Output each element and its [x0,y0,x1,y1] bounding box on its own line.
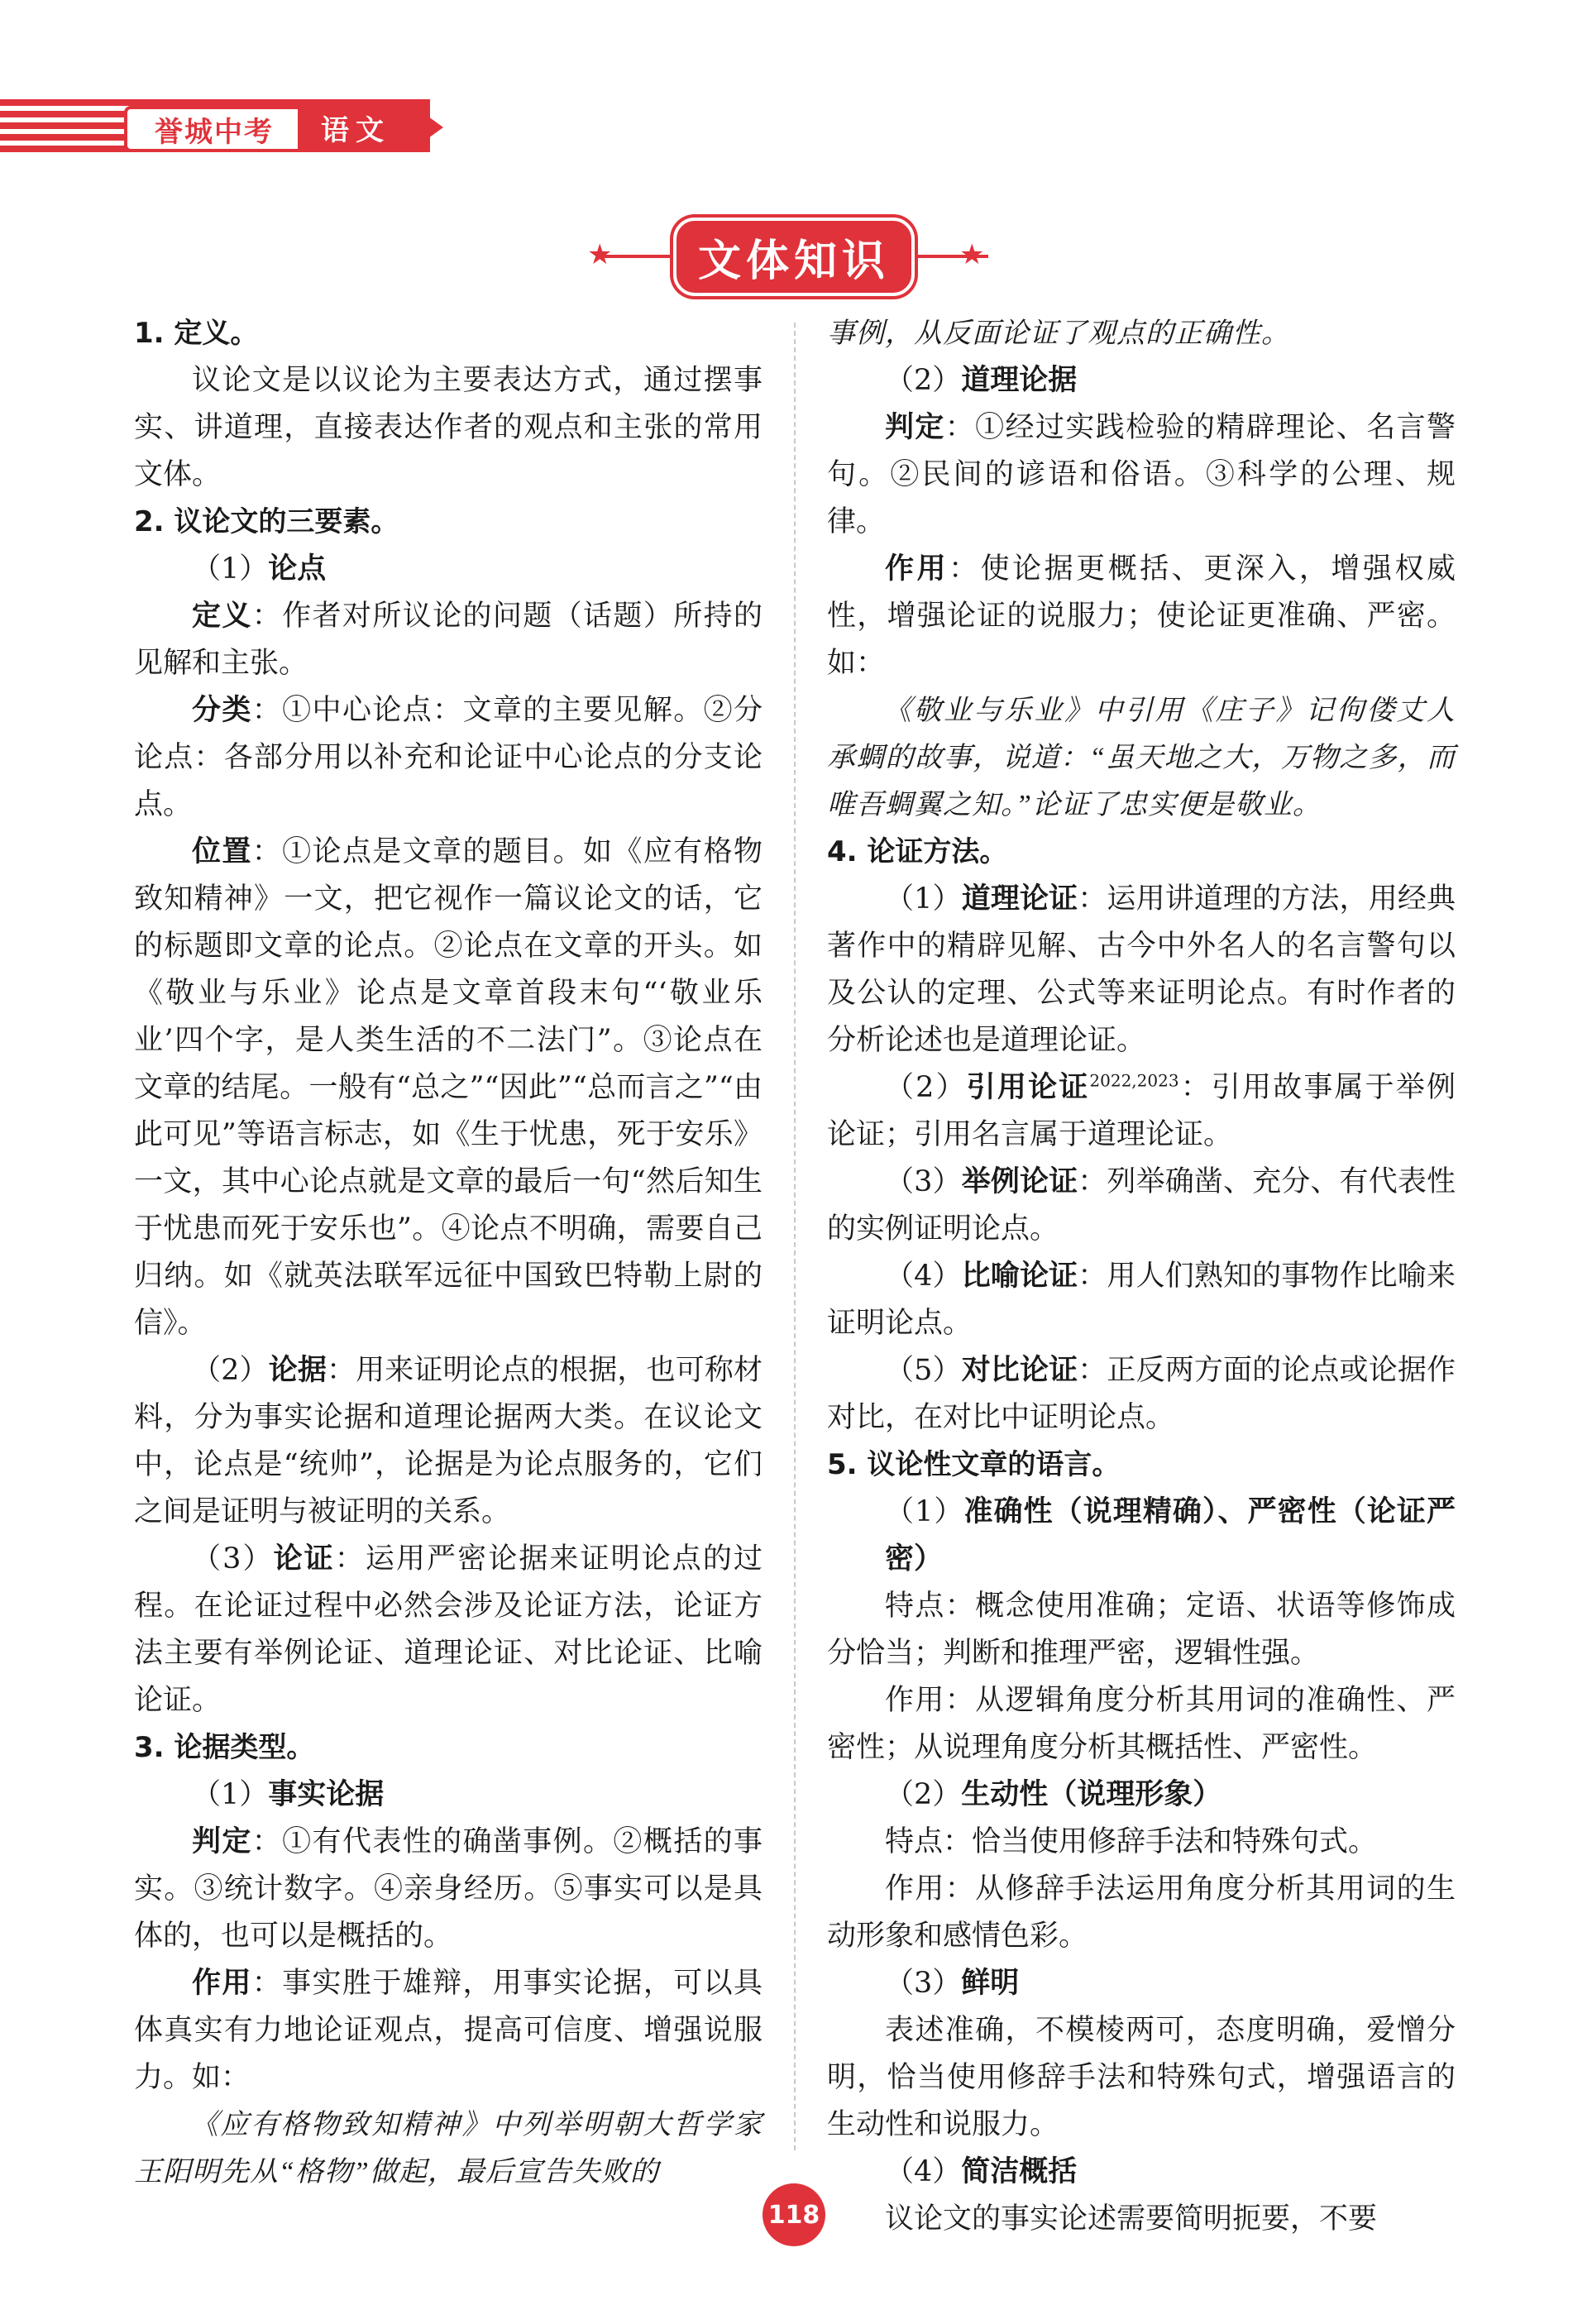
term-text: ：①经过实践检验的精辟理论、名言警句。②民间的谚语和俗语。③科学的公理、规律。 [827,411,1456,538]
section-banner [587,223,992,289]
term-label: 作用 [192,1967,252,2000]
term-number: （2） [885,1071,967,1104]
term-label: 判定 [192,1825,252,1858]
term-paragraph [827,1347,1456,1442]
term-label: 道理论证 [961,882,1078,916]
subheading-label: 鲜明 [961,1967,1020,2000]
section-heading: 2. 议论文的三要素。 [134,505,399,538]
term-paragraph [134,1536,763,1724]
star-icon: ★ [959,238,985,271]
section-heading: 1. 定义。 [134,317,259,350]
term-text: ：使论据更概括、更深入，增强权威性，增强论证的说服力；使论证更准确、严密。如： [827,552,1456,680]
subheading [134,1772,763,1819]
term-text: ：①论点是文章的题目。如《应有格物致知精神》一文，把它视作一篇议论文的话，它的标题即文章的论点。②论点在文章的开头。如《敬业与乐业》论点是文章首段末句“‘敬业乐业’四个字，是人类生活的不二法门”。③论点在文章的结尾。一般有“总之”“因此”“总而言之”“由此可见”等语言标志，如《生于忧患，死于安乐》一文，其中心论点就是文章的最后一句“然后知生于忧患而死于安乐也”。④论点不明确，需要自己归纳。如《就英法联军远征中国致巴特勒上尉的信》。 [134,835,763,1340]
term-number: （1） [885,882,962,916]
subheading-number: （4） [885,2155,962,2188]
term-text: ：作者对所议论的问题（话题）所持的见解和主张。 [134,600,763,680]
term-text: ：事实胜于雄辩，用事实论据，可以具体真实有力地论证观点，提高可信度、增强说服力。如： [134,1967,763,2094]
subheading-label: 论点 [268,552,327,586]
paragraph: 作用：从修辞手法运用角度分析其用词的生动形象和感情色彩。 [827,1872,1456,1953]
term-text: ：用来证明论点的根据，也可称材料，分为事实论据和道理论据两大类。在议论文中，论点是“统帅”，论据是为论点服务的，它们之间是证明与被证明的关系。 [134,1354,763,1528]
page-number: 118 [763,2183,825,2246]
subheading-label: 事实论据 [268,1778,385,1811]
term-label: 比喻论证 [961,1260,1078,1293]
subheading [827,357,1456,404]
term-text: ：①有代表性的确凿事例。②概括的事实。③统计数字。④亲身经历。⑤事实可以是具体的，也可以是概括的。 [134,1825,763,1953]
example-text: 事例，从反面论证了观点的正确性。 [827,318,1290,349]
column-divider [794,323,796,2150]
subheading-number: （1） [192,552,269,586]
subheading [134,546,763,593]
star-icon: ★ [587,238,613,271]
term-label: 对比论证 [961,1354,1078,1387]
paragraph: 特点：恰当使用修辞手法和特殊句式。 [885,1825,1378,1858]
term-number: （3） [192,1542,274,1576]
subheading-label: 准确性（说理精确）、严密性（论证严密） [885,1495,1456,1576]
term-text: ：引用故事属于举例论证；引用名言属于道理论证。 [827,1071,1456,1151]
term-paragraph [134,1960,763,2102]
term-paragraph [134,1819,763,1960]
term-paragraph [134,829,763,1347]
subject-tag: 语文 [298,106,414,149]
term-label: 判定 [885,411,945,444]
term-paragraph [827,1253,1456,1347]
exam-year-marker: 2022,2023 [1089,1070,1179,1091]
term-text: ：运用严密论据来证明论点的过程。在论证过程中必然会涉及论证方法，论证方法主要有举例论证、道理论证、对比论证、比喻论证。 [134,1542,763,1717]
term-paragraph [827,1159,1456,1253]
term-paragraph [134,687,763,829]
brand-logo: 誉城中考 [124,106,304,152]
subheading-number: （1） [885,1495,964,1528]
paragraph: 表述准确，不模棱两可，态度明确，爱憎分明，恰当使用修辞手法和特殊句式，增强语言的生动性和说服力。 [827,2014,1456,2141]
term-number: （5） [885,1354,962,1387]
paragraph: 议论文是以议论为主要表达方式，通过摆事实、讲道理，直接表达作者的观点和主张的常用文体。 [134,364,763,491]
subheading-number: （1） [192,1778,269,1811]
term-paragraph [827,546,1456,687]
right-column [827,310,1456,2243]
section-title: 文体知识 [673,218,915,296]
term-text: ：运用讲道理的方法，用经典著作中的精辟见解、古今中外名人的名言警句以及公认的定理、公式等来证明论点。有时作者的分析论述也是道理论证。 [827,882,1456,1057]
term-label: 定义 [192,600,252,633]
section-heading: 3. 论据类型。 [134,1731,315,1764]
example-text: 《敬业与乐业》中引用《庄子》记佝偻丈人承蜩的故事，说道：“虽天地之大，万物之多，而唯吾蜩翼之知。”论证了忠实便是敬业。 [827,696,1456,820]
subheading-number: （2） [885,1778,962,1811]
paragraph: 作用：从逻辑角度分析其用词的准确性、严密性；从说理角度分析其概括性、严密性。 [827,1684,1456,1764]
section-heading: 5. 议论性文章的语言。 [827,1448,1121,1481]
term-label: 分类 [192,694,252,727]
term-number: （3） [885,1165,962,1198]
term-label: 论证 [273,1542,335,1576]
subject-arrow-icon [414,106,443,149]
section-heading: 4. 论证方法。 [827,835,1008,868]
term-label: 举例论证 [961,1165,1078,1198]
term-paragraph [827,1064,1456,1159]
subheading-number: （3） [885,1967,962,2000]
term-text: ：列举确凿、充分、有代表性的实例证明论点。 [827,1165,1456,1246]
term-paragraph [134,1347,763,1536]
term-text: ：正反两方面的论点或论据作对比，在对比中证明论点。 [827,1354,1456,1434]
term-paragraph [827,876,1456,1064]
subheading-number: （2） [885,364,962,397]
subheading [827,1960,1456,2007]
term-number: （4） [885,1260,962,1293]
term-paragraph [827,404,1456,546]
term-text: ：用人们熟知的事物作比喻来证明论点。 [827,1260,1456,1340]
example-text: 《应有格物致知精神》中列举明朝大哲学家王阳明先从“格物”做起，最后宣告失败的 [134,2110,763,2188]
term-number: （2） [192,1354,269,1387]
subheading-label: 道理论据 [961,364,1078,397]
paragraph: 特点：概念使用准确；定语、状语等修饰成分恰当；判断和推理严密，逻辑性强。 [827,1590,1456,1670]
subheading [827,2149,1456,2196]
paragraph: 议论文的事实论述需要简明扼要，不要 [885,2202,1378,2236]
subheading-label: 简洁概括 [961,2155,1078,2188]
term-label: 引用论证 [966,1071,1090,1104]
term-paragraph [134,593,763,687]
term-label: 论据 [268,1354,327,1387]
subheading-label: 生动性（说理形象） [961,1778,1222,1811]
subheading [827,1772,1456,1819]
left-column [134,310,763,2196]
term-label: 作用 [885,552,949,586]
term-text: ：①中心论点：文章的主要见解。②分论点：各部分用以补充和论证中心论点的分支论点。 [134,694,763,821]
subheading [827,1489,1456,1583]
term-label: 位置 [192,835,252,868]
